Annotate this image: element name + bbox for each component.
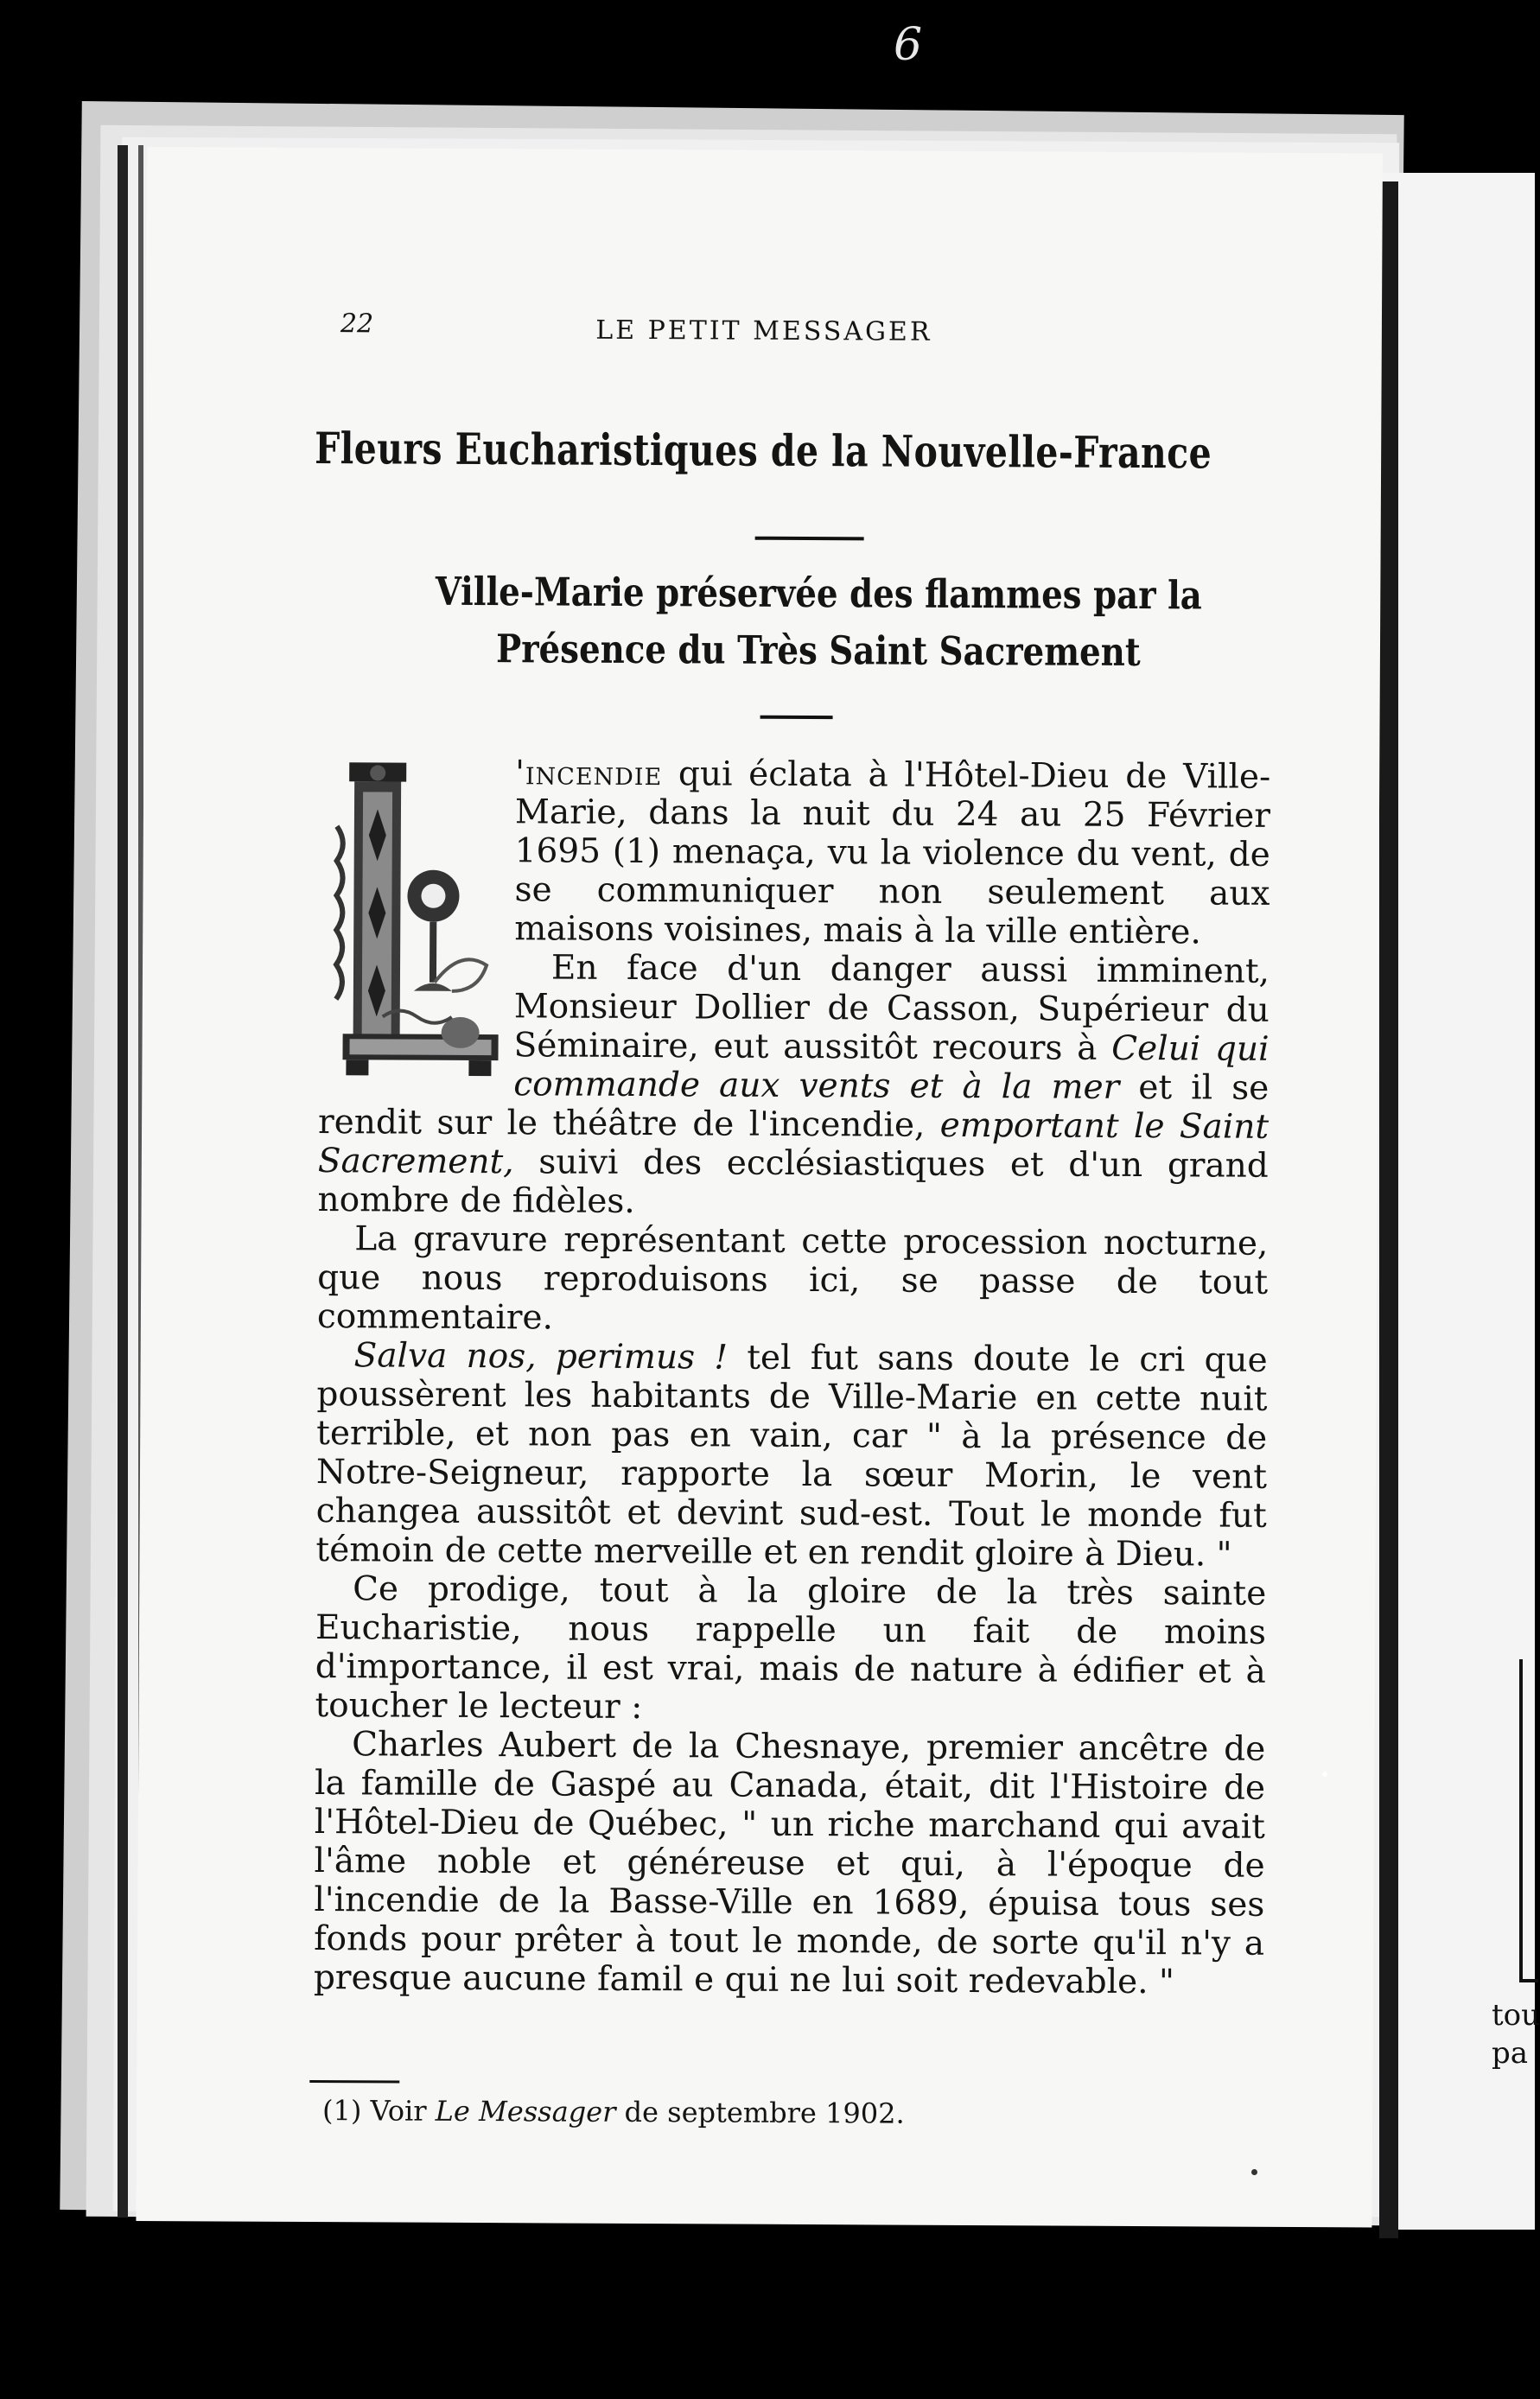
next-page-gutter [1379, 181, 1398, 2238]
paragraph-5: Ce prodige, tout à la gloire de la très sainte Eucharistie, nous rappelle un fait de moins d'importance, il est vrai, mais de nature à édifier et à toucher le lecteur : [315, 1569, 1267, 1728]
speck [1251, 2169, 1257, 2175]
paragraph-4 [315, 1336, 1267, 1575]
paragraph-4-italic: Salva nos, perimus ! [353, 1336, 729, 1378]
paragraph-3: La gravure représentant cette procession nocturne, que nous reproduisons ici, se passe de tout commentaire. [316, 1219, 1269, 1338]
paragraph-2-italic-1: Celui qui commande aux vents et à la mer [513, 1028, 1270, 1107]
dropcap-space [318, 753, 506, 1096]
next-page [1383, 173, 1535, 2230]
opening-smallcaps: 'incendie [515, 754, 663, 794]
paragraph-6: Charles Aubert de la Chesnaye, premier ancêtre de la famille de Gaspé au Canada, était, dit l'Histoire de l'Hôtel-Dieu de Québec, " un riche marchand qui avait l'âme noble et généreuse et qui, à l'époque de l'incendie de la Basse-Ville en 1689, épuisa tous ses fonds pour prêter à tout le monde, de sorte qu'il n'y a presque aucune famil e qui ne lui soit redevable. " [313, 1725, 1266, 2002]
spine-shadow [118, 145, 128, 2218]
next-page-text [1492, 1996, 1540, 2072]
paragraph-2-c: suivi des ecclésiastiques et d'un grand nombre de fidèles. [317, 1142, 1269, 1221]
paragraph-2-a: En face d'un danger aussi imminent, Monsieur Dollier de Casson, Supérieur du Séminaire, eut aussitôt recours à [513, 948, 1270, 1068]
corner-mark: 6 [894, 19, 923, 71]
paragraph-2-b: et il se rendit sur le théâtre de l'incendie, [317, 1067, 1270, 1145]
paragraph-1 [319, 753, 1270, 952]
running-head: LE PETIT MESSAGER [595, 315, 932, 347]
paragraph-1-text: qui éclata à l'Hôtel-Dieu de Ville-Marie, dans la nuit du 24 au 25 Février 1695 (1) menaça, vu la violence du vent, de se communiquer non seulement aux maisons voisines, mais à la ville entière. [514, 754, 1271, 952]
footnote [322, 2094, 905, 2130]
paragraph-4-text: tel fut sans doute le cri que poussèrent les habitants de Ville-Marie en cette nuit terrible, et non pas en vain, car " à la présence de Notre-Seigneur, rapporte la sœur Morin, le vent changea aussitôt et devint sud-est. Tout le monde fut témoin de cette merveille et en rendit gloire à Dieu. " [315, 1338, 1268, 1575]
article-subtitle: Ville-Marie préservée des flammes par la Présence du Très Saint Sacrement [435, 568, 1202, 676]
page-number: 22 [340, 309, 374, 340]
subtitle-rule [760, 716, 833, 719]
footnote-marker: (1) Voir [322, 2094, 436, 2128]
article-body [314, 753, 1271, 2002]
speck [1322, 1772, 1327, 1777]
footnote-rule [309, 2080, 399, 2084]
next-page-line-2: pa [1492, 2036, 1529, 2071]
article-title: Fleurs Eucharistiques de la Nouvelle-France [315, 423, 1212, 479]
next-page-frame [1519, 1659, 1538, 1982]
footnote-italic: Le Messager [435, 2094, 616, 2129]
title-rule [755, 537, 864, 541]
next-page-line-1: tou [1492, 1998, 1540, 2033]
book-page [136, 147, 1383, 2227]
footnote-rest: de septembre 1902. [615, 2095, 905, 2130]
paragraph-2-italic-2: emportant le Saint Sacrement, [317, 1105, 1270, 1182]
